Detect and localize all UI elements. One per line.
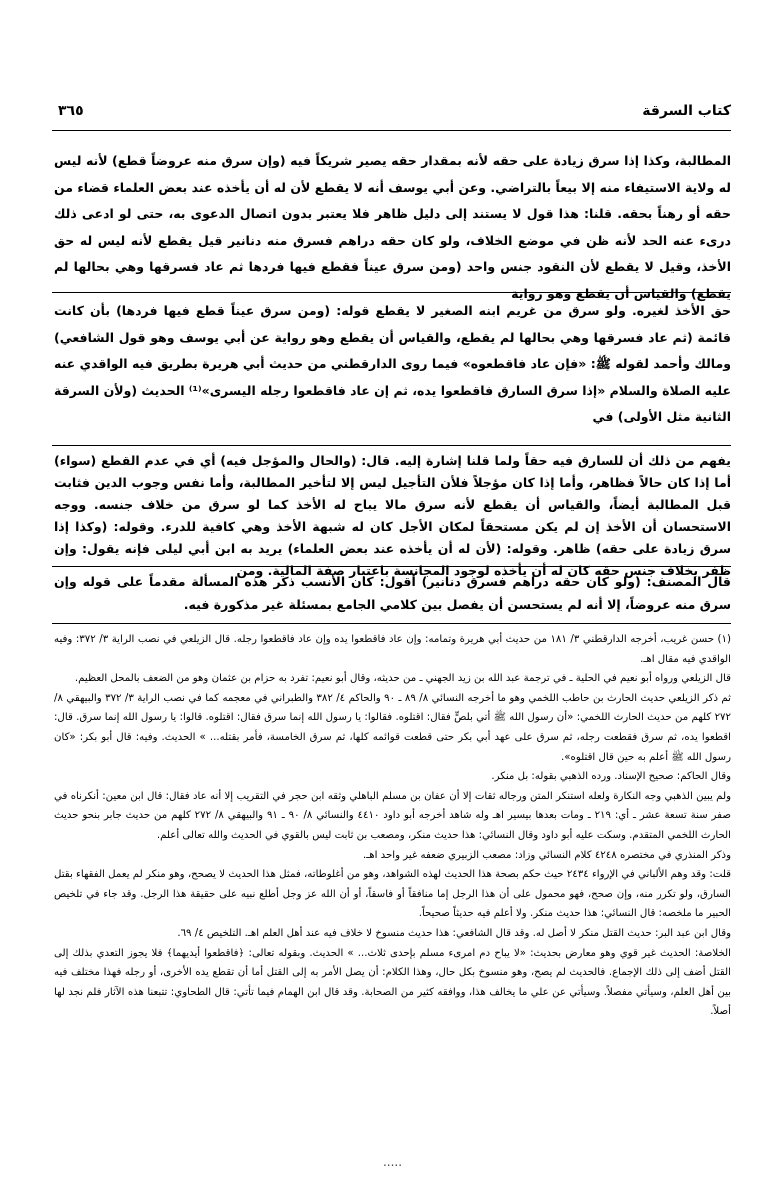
commentary-paragraph: حق الأخذ لغيره. ولو سرق من غريم ابنه الصغير لا يقطع قوله: (ومن سرق عيناً قطع فيها فردها) بأن كانت قائمة (ثم عاد فسرقها وهي بحالها لم يقطع، والقياس أن يقطع وهو رواية عن أبي يوسف وهو قول الشافعي) ومالك وأحمد لقوله ﷺ: «فإن عاد فاقطعوه» فيما روى الدارقطني من حديث أبي هريرة بطريق فيه الواقدي عنه عليه الصلاة والسلام «إذا سرق السارق فاقطعوا يده، ثم إن عاد فاقطعوا رجله اليسرى»⁽¹⁾ الحديث (ولأن السرقة الثانية مثل الأولى) في [54, 303, 731, 424]
footnote-paragraph: وقال ابن عبد البر: حديث القتل منكر لا أصل له. وقد قال الشافعي: هذا حديث منسوخ لا خلاف فيه عند أهل العلم اهـ. التلخيص ٤/ ٦٩. [177, 927, 731, 939]
footnote-paragraph: قال الزيلعي ورواه أبو نعيم في الحلية ـ في ترجمة عبد الله بن زيد الجهني ـ من حديثه، وقال أبو نعيم: تفرد به حزام بن عثمان وهو من الضعف بالمحل العظيم. [74, 673, 731, 685]
running-title: كتاب السرقة [642, 103, 731, 119]
section-rule [52, 292, 731, 293]
commentary-paragraph-2: يفهم من ذلك أن للسارق فيه حقاً ولما قلنا إشارة إليه. قال: (والحال والمؤجل فيه) أي في عدم القطع (سواء) أما إذا كان حالاً فظاهر، وأما إذا كان مؤجلاً فلأن التأجيل ليس إلا لتأخير المطالبة، وأما نفس وجوب الدين فثابت قبل المطالبة أيضاً، والقياس أن يقطع لأنه سرق مالا يباح له الأخذ كما لو سرق من خلاف جنسه. ووجه الاستحسان أن الأخذ إن لم يكن مستحقاً لمكان الأجل كان له شبهة الأخذ وهي كافية للدرء. وقوله: (وكذا إذا سرق زيادة على حقه) ظاهر. وقوله: (لأن له أن يأخذه عند بعض العلماء) يريد به ابن أبي ليلى فإنه يقول: وإن ظفر بخلاف جنس حقه كان له أن يأخذه لوجود المجانسة باعتبار صفة المالية. ومن [54, 453, 731, 578]
footnote-paragraph: ولم يبين الذهبي وجه النكارة ولعله استنكر المتن ورجاله ثقات إلا أن عفان بن مسلم الباهلي وثقه ابن حجر في التقريب إلا أنه عاد فقال: قال ابن معين: أنكرناه في صفر سنة تسعة عشر ـ أي: ٢١٩ ـ ومات بعدها بيسير اهـ وله شاهد أخرجه أبو داود ٤٤١٠ والنسائي ٨/ ٩٠ ـ ٩١ والبيهقي ٨/ ٢٧٢ كلهم من حديث جابر بنحو حديث الحارث اللخمي المتقدم. وسكت عليه أبو داود وقال النسائي: هذا حديث منكر، ومصعب بن ثابت ليس بالقوي في الحديث والله تعالى أعلم. [54, 790, 731, 841]
header-rule [52, 130, 731, 131]
footnotes-section [54, 630, 731, 1150]
footnote-rule [52, 623, 731, 624]
section-rule [52, 445, 731, 446]
section-rule [52, 566, 731, 567]
commentary-block [54, 298, 731, 438]
page-number: ٣٦٥ [58, 103, 84, 119]
commentary-block-2 [54, 450, 731, 578]
annotation-block [54, 570, 731, 618]
main-text-paragraph: المطالبة، وكذا إذا سرق زيادة على حقه لأنه بمقدار حقه يصير شريكاً فيه (وإن سرق منه عروضاً قطع) لأنه ليس له ولاية الاستيفاء منه إلا بيعاً بالتراضي. وعن أبي يوسف أنه لا يقطع لأن له أن يأخذه عند بعض العلماء قضاء من حقه أو رهناً بحقه. قلنا: هذا قول لا يستند إلى دليل ظاهر فلا يعتبر بدون اتصال الدعوى به، حتى لو ادعى ذلك درىء عنه الحد لأنه ظن في موضع الخلاف، ولو كان حقه دراهم فسرق منه دنانير قيل يقطع لأنه ليس له حق الأخذ، وقيل لا يقطع لأن النقود جنس واحد (ومن سرق عيناً فقطع فيها فردها ثم عاد فسرقها وهي بحالها لم يقطع) والقياس أن يقطع وهو رواية [54, 153, 731, 301]
footnote-paragraph: وقال الحاكم: صحيح الإسناد. ورده الذهبي بقوله: بل منكر. [491, 771, 731, 783]
footnote-paragraph: الخلاصة: الحديث غير قوي وهو معارض بحديث: «لا يباح دم امرىء مسلم بإحدى ثلاث... » الحديث. وبقوله تعالى: ﴿فاقطعوا أيديهما﴾ فلا يجوز التعدي بذلك إلى القتل أضف إلى ذلك الإجماع. فالحديث لم يصح، وهو منسوخ بكل حال، وهذا الكلام: أن يصل الأمر به إلى القتل أما أن تقطع يده الأخرى، أو رجله فهذا مختلف فيه بين أهل العلم، وسيأتي مفصلاً. وسيأتي عن علي ما يخالف هذا، ووافقه كثير من الصحابة. وقد قال ابن الهمام فيما تأتي: قال الطحاوي: تتبعنا هذه الآثار فلم نجد لها أصلاً. [54, 947, 731, 1018]
bottom-mark: ..... [382, 1155, 403, 1169]
page-header [58, 103, 731, 127]
annotation-paragraph: قال المصنف: (ولو كان حقه دراهم فسرق دنانير) أقول: كان الأنسب ذكر هذه المسألة مقدماً على قوله وإن سرق منه عروضاً، إلا أنه لم يستحسن أن يفصل بين كلامي الجامع بمسئلة غير مذكورة فيه. [54, 574, 731, 612]
footnote-paragraph: وذكر المنذري في مختصره ٤٢٤٨ كلام النسائي وزاد: مصعب الزبيري ضعفه غير واحد اهـ. [362, 849, 731, 861]
footnote-paragraph: ثم ذكر الزيلعي حديث الحارث بن حاطب اللخمي وهو ما أخرجه النسائي ٨/ ٨٩ ـ ٩٠ والحاكم ٤/ ٣٨٢ والطبراني في معجمه كما في نصب الراية ٣/ ٣٧٢ والبيهقي ٨/ ٢٧٢ كلهم من حديث الحارث اللخمي: «أن رسول الله ﷺ أتي بلصٍّ فقال: اقتلوه. فقالوا: يا رسول الله إنما سرق فقال: اقتلوه. قالوا: يا رسول الله إنما سرق. قال: اقطعوا يده، ثم سرق فقطعت رجله، ثم سرق على عهد أبي بكر حتى قطعت قوائمه كلها، ثم سرق الخامسة، فأمر بقتله... » الحديث. وفيه: قال أبو بكر: «كان رسول الله ﷺ أعلم به حين قال اقتلوه». [54, 692, 732, 763]
main-text-block [54, 148, 731, 301]
footnote-paragraph: (١) حسن غريب، أخرجه الدارقطني ٣/ ١٨١ من حديث أبي هريرة وتمامه: وإن عاد فاقطعوا يده وإن عاد فاقطعوا رجله. قال الزيلعي في نصب الراية ٣/ ٣٧٢: وفيه الواقدي فيه مقال اهـ. [54, 634, 731, 665]
footnote-paragraph: قلت: وقد وهم الألباني في الإرواء ٢٤٣٤ حيث حكم بصحة هذا الحديث لهذه الشواهد، وهو من أغلوطاته، فمثل هذا الحديث لا يصحح، وهو منكر لم يعمل الفقهاء بقتل السارق، ولو تكرر منه، وإن صحح، فهو محمول على أن هذا الرجل إما منافقاً أو فاسقاً، أو أن الله عز وجل أطلع نبيه على حقيقة هذا الرجل. وقد جاء في تلخيص الحبير ما ملخصه: قال النسائي: هذا حديث منكر. ولا أعلم فيه حديثاً صحيحاً. [54, 869, 732, 920]
